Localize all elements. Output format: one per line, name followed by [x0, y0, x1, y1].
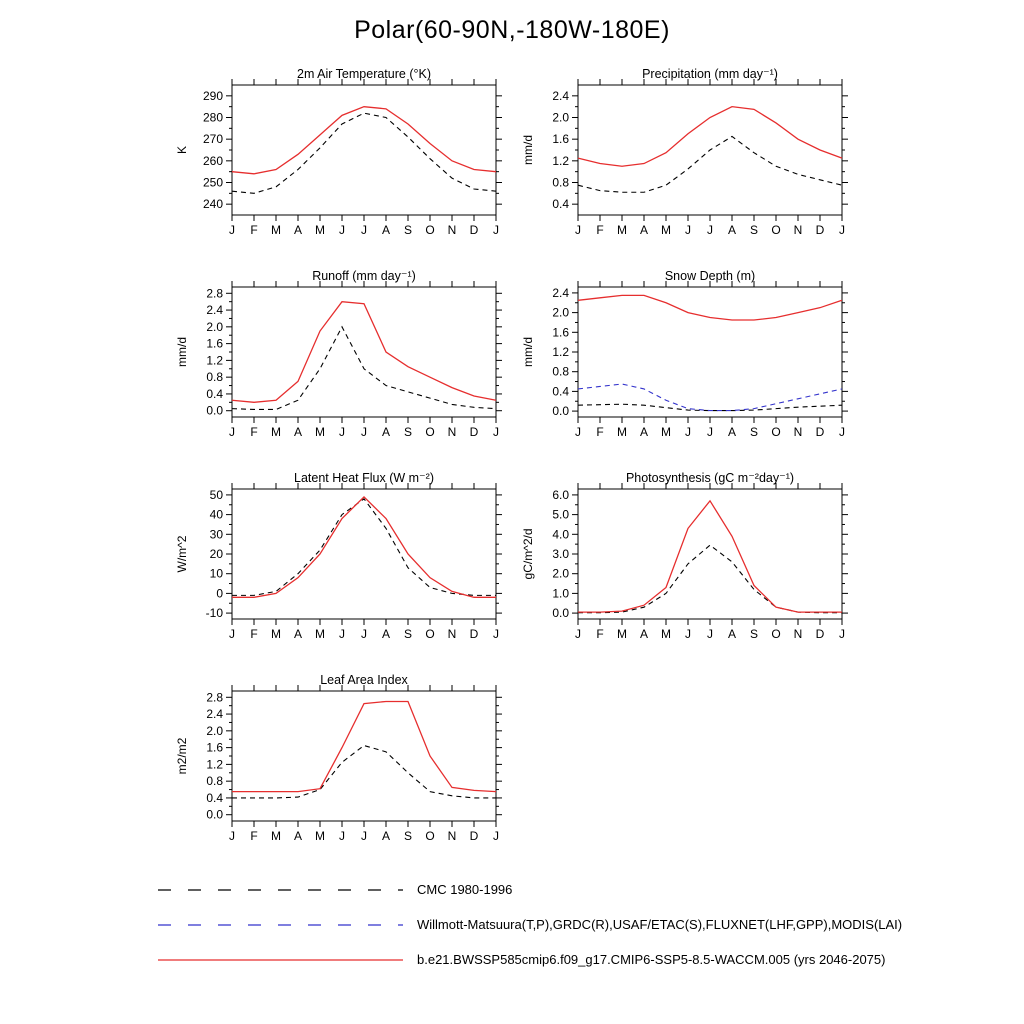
x-tick-label: N	[793, 223, 803, 237]
y-tick-label: 4.0	[552, 527, 569, 542]
y-tick-label: 2.4	[206, 707, 223, 722]
y-axis-label: mm/d	[521, 337, 535, 367]
y-tick-label: 1.2	[552, 153, 569, 168]
y-tick-label: 1.6	[552, 325, 569, 340]
x-tick-label: M	[271, 223, 281, 237]
x-tick-label: J	[339, 223, 345, 237]
legend-label-model: b.e21.BWSSP585cmip6.f09_g17.CMIP6-SSP5-8.5-WACCM.005 (yrs 2046-2075)	[417, 952, 886, 967]
x-tick-label: D	[815, 425, 825, 439]
chart-svg	[516, 65, 856, 255]
series-line	[578, 545, 842, 613]
y-tick-label: -10	[205, 606, 223, 621]
y-tick-label: 6.0	[552, 487, 569, 502]
x-tick-label: O	[425, 829, 435, 843]
x-tick-label: A	[727, 223, 737, 237]
x-tick-label: S	[403, 223, 413, 237]
x-tick-label: A	[381, 223, 391, 237]
x-tick-label: J	[839, 223, 845, 237]
series-line	[578, 295, 842, 320]
series-line	[232, 497, 496, 597]
y-tick-label: 260	[202, 153, 223, 168]
x-tick-label: F	[250, 223, 258, 237]
x-tick-label: J	[839, 425, 845, 439]
x-tick-label: M	[661, 627, 671, 641]
series-line	[232, 701, 496, 791]
x-tick-label: J	[839, 627, 845, 641]
x-tick-label: A	[293, 829, 303, 843]
x-tick-label: D	[815, 223, 825, 237]
x-tick-label: O	[425, 425, 435, 439]
y-axis-label: W/m^2	[175, 535, 189, 573]
chart-svg	[170, 65, 510, 255]
legend-line-sample-cmc	[158, 887, 403, 893]
series-line	[232, 107, 496, 174]
x-tick-label: M	[315, 425, 325, 439]
series-line	[578, 136, 842, 192]
legend-item-cmc	[158, 872, 902, 907]
y-tick-label: 1.2	[206, 353, 223, 368]
x-tick-label: J	[361, 829, 367, 843]
legend-label-obs: Willmott-Matsuura(T,P),GRDC(R),USAF/ETAC(S),FLUXNET(LHF,GPP),MODIS(LAI)	[417, 917, 903, 932]
y-tick-label: 0.0	[206, 807, 223, 822]
plot-box	[232, 489, 496, 619]
y-axis-label: gC/m^2/d	[521, 528, 535, 580]
panel-title: Runoff (mm day⁻¹)	[312, 269, 416, 283]
x-tick-label: O	[771, 627, 781, 641]
y-tick-label: 1.2	[206, 757, 223, 772]
chart-svg	[170, 469, 510, 659]
chart-svg	[516, 469, 856, 659]
panel-title: Snow Depth (m)	[664, 269, 756, 283]
x-tick-label: F	[596, 627, 604, 641]
series-line	[232, 302, 496, 403]
x-tick-label: J	[575, 627, 581, 641]
y-axis-label: mm/d	[175, 337, 189, 367]
chart-panel-precipitation	[516, 65, 856, 255]
series-line	[232, 746, 496, 798]
x-tick-label: A	[639, 223, 649, 237]
x-tick-label: N	[447, 829, 457, 843]
x-tick-label: A	[381, 627, 391, 641]
x-tick-label: S	[403, 425, 413, 439]
y-tick-label: 40	[209, 507, 223, 522]
panel-title: Leaf Area Index	[320, 673, 408, 687]
y-tick-label: 0.4	[552, 384, 569, 399]
panel-title: 2m Air Temperature (°K)	[297, 67, 431, 81]
series-line	[232, 113, 496, 193]
series-line	[578, 107, 842, 167]
x-tick-label: D	[469, 829, 479, 843]
y-tick-label: 2.0	[552, 305, 569, 320]
chart-panel-photosynthesis	[516, 469, 856, 659]
y-tick-label: 50	[209, 487, 223, 502]
x-tick-label: J	[493, 223, 499, 237]
x-tick-label: S	[749, 223, 759, 237]
chart-svg	[170, 267, 510, 457]
panel-title: Latent Heat Flux (W m⁻²)	[294, 471, 434, 485]
x-tick-label: A	[293, 425, 303, 439]
x-tick-label: D	[815, 627, 825, 641]
y-tick-label: 0.4	[552, 197, 569, 212]
x-tick-label: F	[250, 425, 258, 439]
x-tick-label: A	[639, 425, 649, 439]
chart-panel-latent-heat-flux	[170, 469, 510, 659]
plot-box	[232, 287, 496, 417]
y-tick-label: 0.8	[552, 175, 569, 190]
x-tick-label: J	[493, 829, 499, 843]
y-axis-label: K	[175, 145, 189, 155]
x-tick-label: J	[493, 425, 499, 439]
x-tick-label: O	[771, 425, 781, 439]
x-tick-label: D	[469, 425, 479, 439]
x-tick-label: J	[229, 223, 235, 237]
x-tick-label: J	[685, 425, 691, 439]
y-tick-label: 0.0	[206, 403, 223, 418]
legend-label-cmc: CMC 1980-1996	[417, 882, 513, 897]
x-tick-label: A	[381, 829, 391, 843]
y-tick-label: 2.4	[206, 303, 223, 318]
x-tick-label: J	[361, 627, 367, 641]
x-tick-label: M	[617, 223, 627, 237]
y-tick-label: 1.6	[206, 336, 223, 351]
y-axis-label: mm/d	[521, 135, 535, 165]
series-line	[232, 499, 496, 596]
x-tick-label: J	[361, 223, 367, 237]
x-tick-label: A	[727, 627, 737, 641]
y-tick-label: 2.8	[206, 690, 223, 705]
y-tick-label: 0	[216, 586, 223, 601]
panel-title: Precipitation (mm day⁻¹)	[642, 67, 778, 81]
y-tick-label: 2.4	[552, 88, 569, 103]
x-tick-label: J	[575, 425, 581, 439]
x-tick-label: O	[425, 627, 435, 641]
x-tick-label: J	[493, 627, 499, 641]
x-tick-label: J	[339, 425, 345, 439]
y-tick-label: 240	[202, 197, 223, 212]
y-tick-label: 0.8	[206, 774, 223, 789]
x-tick-label: N	[793, 627, 803, 641]
y-tick-label: 0.8	[552, 364, 569, 379]
y-tick-label: 1.0	[552, 586, 569, 601]
y-tick-label: 0.4	[206, 386, 223, 401]
x-tick-label: M	[271, 829, 281, 843]
x-tick-label: J	[229, 627, 235, 641]
y-tick-label: 290	[202, 88, 223, 103]
x-tick-label: M	[661, 223, 671, 237]
y-tick-label: 2.8	[206, 286, 223, 301]
x-tick-label: J	[707, 627, 713, 641]
series-line	[578, 384, 842, 411]
chart-panel-snow-depth	[516, 267, 856, 457]
chart-svg	[516, 267, 856, 457]
x-tick-label: D	[469, 223, 479, 237]
x-tick-label: O	[425, 223, 435, 237]
x-tick-label: F	[250, 829, 258, 843]
x-tick-label: M	[661, 425, 671, 439]
legend-line-sample-obs	[158, 922, 403, 928]
y-tick-label: 2.0	[206, 723, 223, 738]
x-tick-label: S	[403, 829, 413, 843]
plot-box	[578, 287, 842, 417]
x-tick-label: M	[315, 223, 325, 237]
x-tick-label: M	[271, 627, 281, 641]
y-tick-label: 5.0	[552, 507, 569, 522]
y-tick-label: 0.4	[206, 790, 223, 805]
legend	[158, 872, 902, 977]
series-line	[578, 501, 842, 612]
x-tick-label: M	[315, 627, 325, 641]
y-tick-label: 3.0	[552, 547, 569, 561]
chart-panel-leaf-area-index	[170, 671, 510, 861]
x-tick-label: F	[250, 627, 258, 641]
y-tick-label: 20	[209, 547, 223, 561]
legend-line-sample-model	[158, 957, 403, 963]
x-tick-label: J	[361, 425, 367, 439]
series-line	[232, 327, 496, 410]
x-tick-label: D	[469, 627, 479, 641]
x-tick-label: N	[793, 425, 803, 439]
series-line	[578, 404, 842, 410]
y-tick-label: 280	[202, 110, 223, 125]
plot-box	[578, 489, 842, 619]
x-tick-label: J	[229, 829, 235, 843]
plot-box	[232, 691, 496, 821]
y-tick-label: 2.4	[552, 285, 569, 300]
panel-title: Photosynthesis (gC m⁻²day⁻¹)	[625, 471, 795, 485]
x-tick-label: M	[617, 627, 627, 641]
y-tick-label: 0.0	[552, 606, 569, 621]
x-tick-label: N	[447, 223, 457, 237]
x-tick-label: A	[727, 425, 737, 439]
x-tick-label: A	[381, 425, 391, 439]
x-tick-label: O	[771, 223, 781, 237]
x-tick-label: J	[707, 425, 713, 439]
x-tick-label: A	[293, 627, 303, 641]
y-tick-label: 1.6	[206, 740, 223, 755]
x-tick-label: J	[685, 627, 691, 641]
x-tick-label: J	[575, 223, 581, 237]
x-tick-label: M	[617, 425, 627, 439]
y-tick-label: 2.0	[206, 319, 223, 334]
y-tick-label: 250	[202, 175, 223, 190]
chart-panel-runoff	[170, 267, 510, 457]
x-tick-label: J	[685, 223, 691, 237]
plot-box	[232, 85, 496, 215]
y-tick-label: 1.2	[552, 345, 569, 359]
chart-panel-air-temperature	[170, 65, 510, 255]
x-tick-label: S	[749, 627, 759, 641]
y-tick-label: 2.0	[552, 566, 569, 581]
x-tick-label: F	[596, 425, 604, 439]
x-tick-label: F	[596, 223, 604, 237]
y-tick-label: 10	[209, 566, 223, 581]
x-tick-label: J	[707, 223, 713, 237]
x-tick-label: N	[447, 627, 457, 641]
x-tick-label: A	[293, 223, 303, 237]
x-tick-label: S	[749, 425, 759, 439]
x-tick-label: M	[271, 425, 281, 439]
figure-title: Polar(60-90N,-180W-180E)	[354, 16, 670, 44]
legend-item-model	[158, 942, 902, 977]
y-axis-label: m2/m2	[175, 737, 189, 775]
y-tick-label: 0.0	[552, 404, 569, 419]
x-tick-label: A	[639, 627, 649, 641]
y-tick-label: 2.0	[552, 110, 569, 125]
x-tick-label: J	[339, 829, 345, 843]
x-tick-label: J	[339, 627, 345, 641]
x-tick-label: N	[447, 425, 457, 439]
x-tick-label: S	[403, 627, 413, 641]
x-tick-label: J	[229, 425, 235, 439]
x-tick-label: M	[315, 829, 325, 843]
legend-item-obs	[158, 907, 902, 942]
y-tick-label: 0.8	[206, 370, 223, 385]
y-tick-label: 1.6	[552, 132, 569, 147]
chart-svg	[170, 671, 510, 861]
y-tick-label: 30	[209, 527, 223, 542]
y-tick-label: 270	[202, 132, 223, 147]
